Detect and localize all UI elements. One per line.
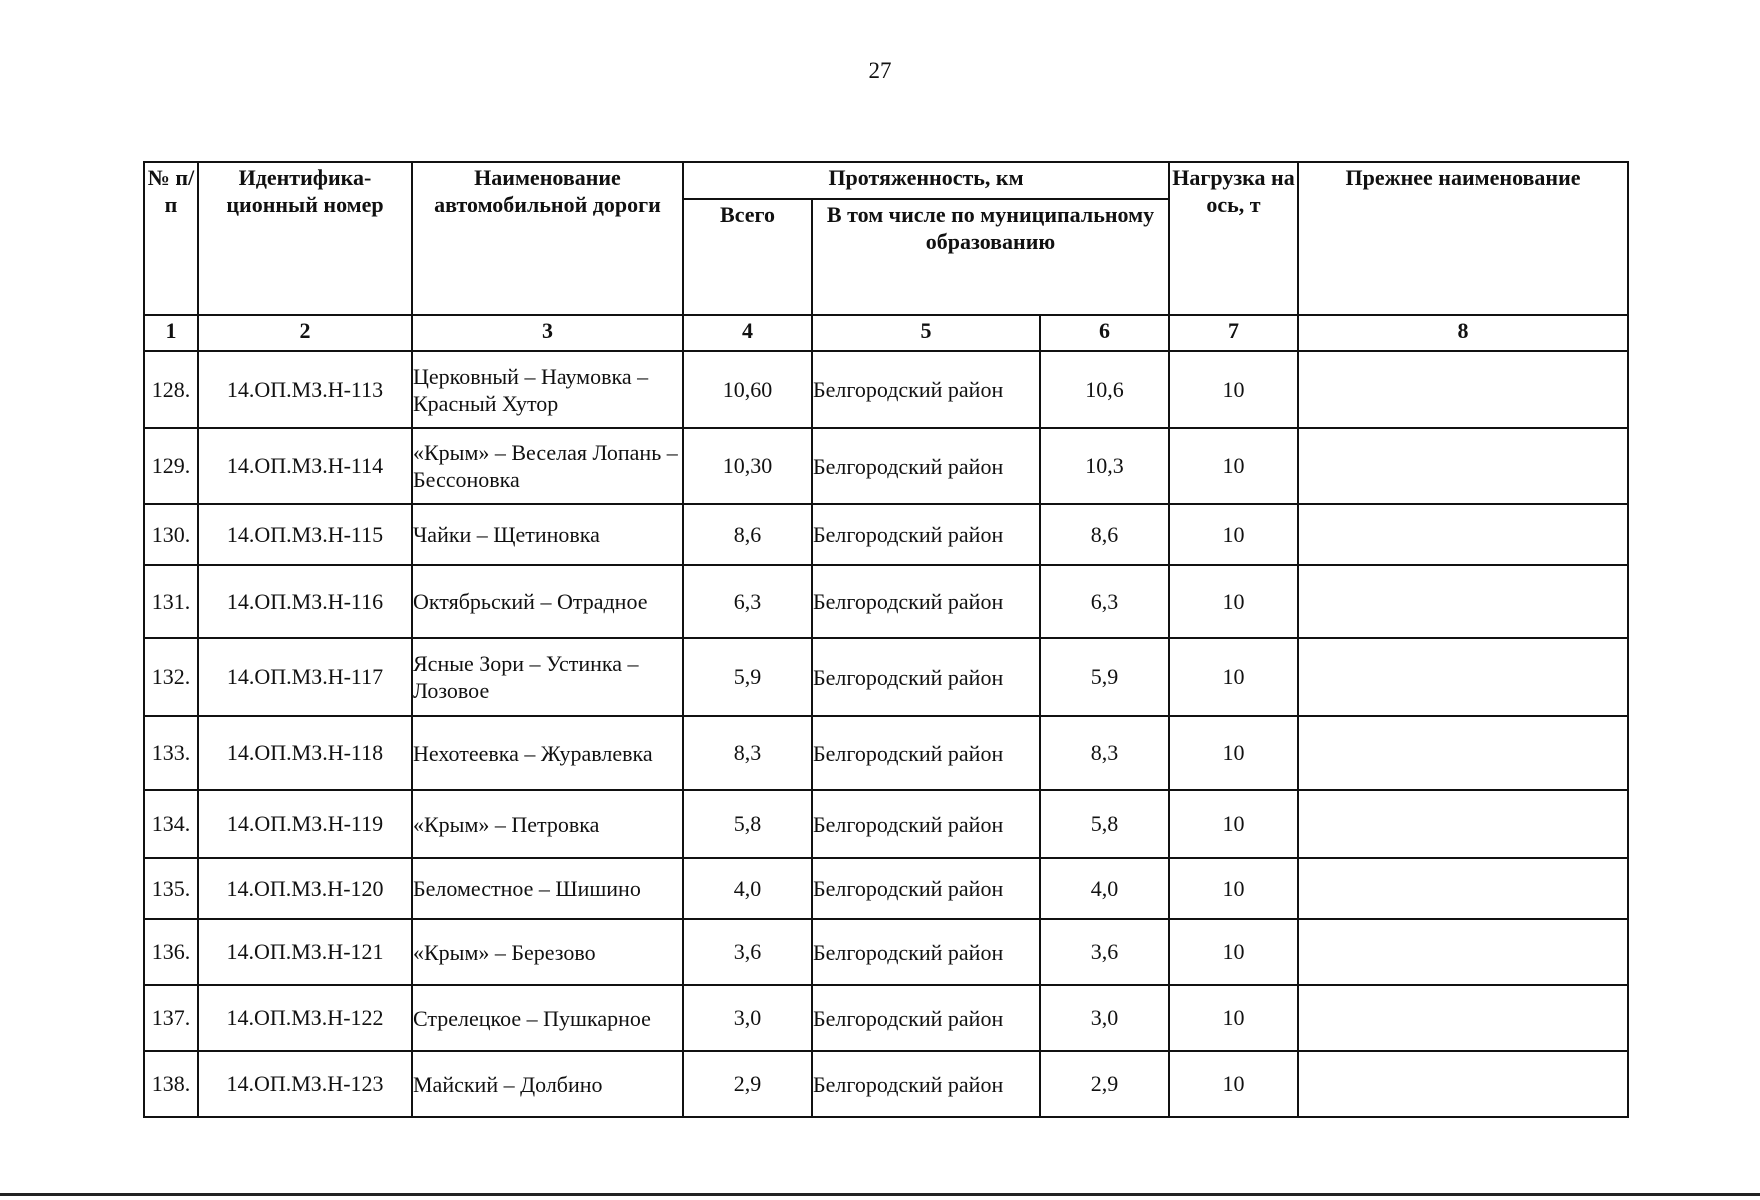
row-district-length: 10,3 bbox=[1040, 428, 1169, 504]
table-row bbox=[144, 428, 1628, 504]
row-road-name: Майский – Долбино bbox=[412, 1051, 683, 1117]
row-num: 133. bbox=[144, 716, 198, 790]
row-district-length: 5,8 bbox=[1040, 790, 1169, 858]
row-district: Белгородский район bbox=[812, 638, 1040, 716]
row-district: Белгородский район bbox=[812, 428, 1040, 504]
table-row bbox=[144, 1051, 1628, 1117]
row-num: 132. bbox=[144, 638, 198, 716]
row-axle-load: 10 bbox=[1169, 565, 1298, 638]
header-num: № п/п bbox=[144, 162, 198, 315]
header-load: Нагрузка на ось, т bbox=[1169, 162, 1298, 315]
row-total-length: 5,8 bbox=[683, 790, 812, 858]
row-district: Белгородский район bbox=[812, 716, 1040, 790]
column-number: 6 bbox=[1040, 315, 1169, 351]
row-total-length: 3,6 bbox=[683, 919, 812, 985]
row-axle-load: 10 bbox=[1169, 351, 1298, 428]
page-number: 27 bbox=[868, 58, 892, 83]
row-total-length: 4,0 bbox=[683, 858, 812, 919]
row-ident: 14.ОП.МЗ.Н-118 bbox=[198, 716, 412, 790]
row-prev-name bbox=[1298, 716, 1628, 790]
row-num: 136. bbox=[144, 919, 198, 985]
row-prev-name bbox=[1298, 565, 1628, 638]
table-row bbox=[144, 919, 1628, 985]
table-row bbox=[144, 858, 1628, 919]
bottom-rule bbox=[0, 1193, 1760, 1196]
row-district-length: 6,3 bbox=[1040, 565, 1169, 638]
header-total: Всего bbox=[683, 199, 812, 315]
column-number-row bbox=[144, 315, 1628, 351]
row-prev-name bbox=[1298, 919, 1628, 985]
header-length-group: Протяженность, км bbox=[683, 162, 1169, 199]
row-district: Белгородский район bbox=[812, 858, 1040, 919]
column-number: 8 bbox=[1298, 315, 1628, 351]
row-district-length: 10,6 bbox=[1040, 351, 1169, 428]
row-district-length: 8,3 bbox=[1040, 716, 1169, 790]
row-district: Белгородский район bbox=[812, 790, 1040, 858]
row-district: Белгородский район bbox=[812, 1051, 1040, 1117]
column-number: 4 bbox=[683, 315, 812, 351]
column-number: 7 bbox=[1169, 315, 1298, 351]
row-total-length: 10,30 bbox=[683, 428, 812, 504]
row-num: 128. bbox=[144, 351, 198, 428]
row-prev-name bbox=[1298, 858, 1628, 919]
row-axle-load: 10 bbox=[1169, 858, 1298, 919]
table-row bbox=[144, 790, 1628, 858]
row-num: 138. bbox=[144, 1051, 198, 1117]
row-total-length: 5,9 bbox=[683, 638, 812, 716]
row-ident: 14.ОП.МЗ.Н-116 bbox=[198, 565, 412, 638]
row-road-name: Ясные Зори – Устинка – Лозовое bbox=[412, 638, 683, 716]
row-axle-load: 10 bbox=[1169, 790, 1298, 858]
row-axle-load: 10 bbox=[1169, 716, 1298, 790]
row-ident: 14.ОП.МЗ.Н-120 bbox=[198, 858, 412, 919]
row-district: Белгородский район bbox=[812, 351, 1040, 428]
row-num: 131. bbox=[144, 565, 198, 638]
row-ident: 14.ОП.МЗ.Н-114 bbox=[198, 428, 412, 504]
row-num: 137. bbox=[144, 985, 198, 1051]
row-district-length: 5,9 bbox=[1040, 638, 1169, 716]
row-road-name: Церковный – Наумовка – Красный Хутор bbox=[412, 351, 683, 428]
row-axle-load: 10 bbox=[1169, 1051, 1298, 1117]
row-district: Белгородский район bbox=[812, 985, 1040, 1051]
row-axle-load: 10 bbox=[1169, 504, 1298, 565]
row-road-name: «Крым» – Петровка bbox=[412, 790, 683, 858]
row-district: Белгородский район bbox=[812, 565, 1040, 638]
row-road-name: Беломестное – Шишино bbox=[412, 858, 683, 919]
row-prev-name bbox=[1298, 1051, 1628, 1117]
row-district-length: 8,6 bbox=[1040, 504, 1169, 565]
table-row bbox=[144, 985, 1628, 1051]
row-road-name: Стрелецкое – Пушкарное bbox=[412, 985, 683, 1051]
row-ident: 14.ОП.МЗ.Н-115 bbox=[198, 504, 412, 565]
column-number: 2 bbox=[198, 315, 412, 351]
row-ident: 14.ОП.МЗ.Н-119 bbox=[198, 790, 412, 858]
header-prev-name: Прежнее наименование bbox=[1298, 162, 1628, 315]
row-district-length: 4,0 bbox=[1040, 858, 1169, 919]
row-prev-name bbox=[1298, 504, 1628, 565]
row-total-length: 8,3 bbox=[683, 716, 812, 790]
row-total-length: 8,6 bbox=[683, 504, 812, 565]
table-row bbox=[144, 638, 1628, 716]
header-by-municipality: В том числе по муниципальному образованию bbox=[812, 199, 1169, 315]
row-axle-load: 10 bbox=[1169, 919, 1298, 985]
row-district-length: 3,6 bbox=[1040, 919, 1169, 985]
row-axle-load: 10 bbox=[1169, 428, 1298, 504]
row-road-name: «Крым» – Веселая Лопань – Бессоновка bbox=[412, 428, 683, 504]
row-ident: 14.ОП.МЗ.Н-122 bbox=[198, 985, 412, 1051]
row-prev-name bbox=[1298, 985, 1628, 1051]
row-num: 129. bbox=[144, 428, 198, 504]
row-ident: 14.ОП.МЗ.Н-113 bbox=[198, 351, 412, 428]
row-district: Белгородский район bbox=[812, 919, 1040, 985]
row-ident: 14.ОП.МЗ.Н-117 bbox=[198, 638, 412, 716]
row-num: 134. bbox=[144, 790, 198, 858]
row-prev-name bbox=[1298, 790, 1628, 858]
header-name: Наименование автомобильной дороги bbox=[412, 162, 683, 315]
table-row bbox=[144, 504, 1628, 565]
row-prev-name bbox=[1298, 428, 1628, 504]
row-prev-name bbox=[1298, 351, 1628, 428]
row-total-length: 2,9 bbox=[683, 1051, 812, 1117]
table-row bbox=[144, 716, 1628, 790]
row-axle-load: 10 bbox=[1169, 985, 1298, 1051]
row-total-length: 3,0 bbox=[683, 985, 812, 1051]
row-road-name: Октябрьский – Отрадное bbox=[412, 565, 683, 638]
roads-table bbox=[143, 161, 1629, 1118]
row-road-name: «Крым» – Березово bbox=[412, 919, 683, 985]
column-number: 1 bbox=[144, 315, 198, 351]
row-total-length: 6,3 bbox=[683, 565, 812, 638]
column-number: 5 bbox=[812, 315, 1040, 351]
row-total-length: 10,60 bbox=[683, 351, 812, 428]
row-num: 130. bbox=[144, 504, 198, 565]
row-district-length: 2,9 bbox=[1040, 1051, 1169, 1117]
row-num: 135. bbox=[144, 858, 198, 919]
column-number: 3 bbox=[412, 315, 683, 351]
row-prev-name bbox=[1298, 638, 1628, 716]
row-axle-load: 10 bbox=[1169, 638, 1298, 716]
row-road-name: Чайки – Щетиновка bbox=[412, 504, 683, 565]
row-district-length: 3,0 bbox=[1040, 985, 1169, 1051]
row-ident: 14.ОП.МЗ.Н-123 bbox=[198, 1051, 412, 1117]
row-ident: 14.ОП.МЗ.Н-121 bbox=[198, 919, 412, 985]
row-district: Белгородский район bbox=[812, 504, 1040, 565]
table-row bbox=[144, 351, 1628, 428]
table-row bbox=[144, 565, 1628, 638]
row-road-name: Нехотеевка – Журавлевка bbox=[412, 716, 683, 790]
header-ident: Идентифика-ционный номер bbox=[198, 162, 412, 315]
